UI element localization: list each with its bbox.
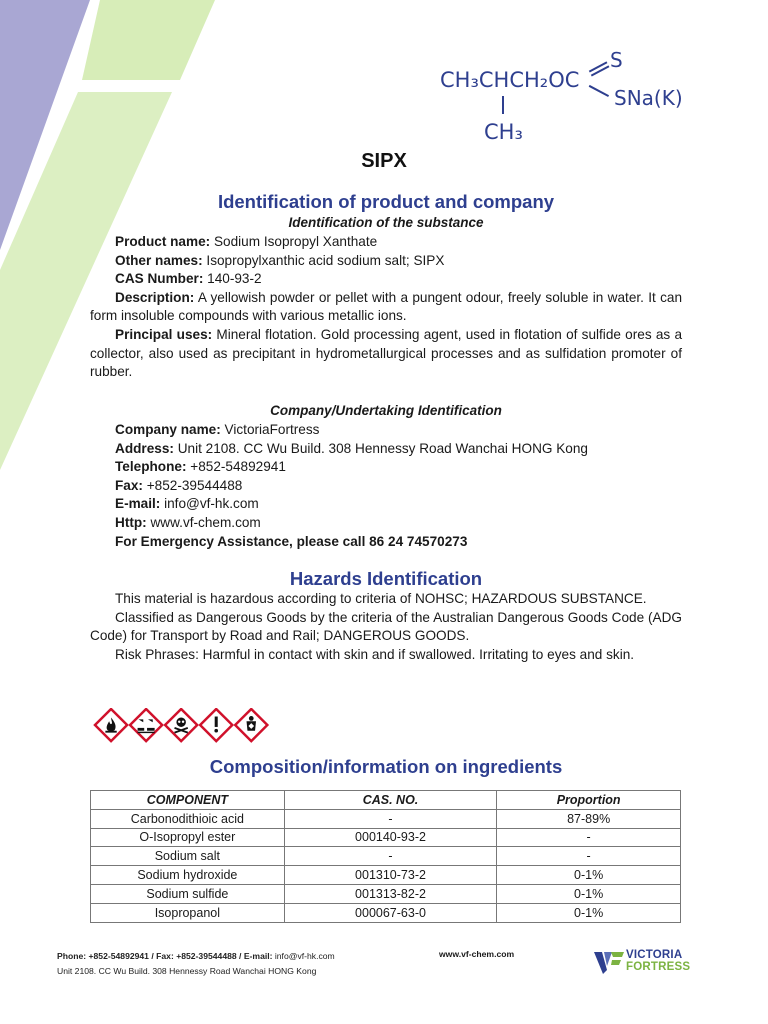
- footer-fax: +852-39544488 /: [173, 951, 244, 961]
- substance-info: [90, 233, 682, 382]
- hazards-paragraph-3: Risk Phrases: Harmful in contact with skin and if swallowed. Irritating to eyes and skin.: [115, 646, 635, 662]
- description-value: A yellowish powder or pellet with a pungent odour, freely soluble in water. It can form insoluble compounds with various metallic ions.: [90, 289, 682, 324]
- cell-cas: -: [284, 847, 497, 866]
- column-header-component: COMPONENT: [91, 791, 285, 810]
- description-line: [90, 289, 682, 326]
- cell-proportion: 0-1%: [497, 903, 681, 922]
- product-name-value: Sodium Isopropyl Xanthate: [210, 234, 378, 249]
- other-names-label: Other names:: [115, 252, 203, 268]
- cell-cas: 000067-63-0: [284, 903, 497, 922]
- cell-component: Isopropanol: [91, 903, 285, 922]
- ghs-pictograms: [89, 708, 279, 744]
- telephone-value: +852-54892941: [186, 459, 286, 475]
- fax-label: Fax:: [115, 477, 143, 493]
- footer-fax-label: Fax:: [156, 951, 174, 961]
- formula-sulfur: S: [610, 48, 623, 72]
- footer-email-label: E-mail:: [243, 951, 273, 961]
- logo-line-fortress: FORTRESS: [626, 961, 691, 973]
- footer-phone: +852-54892941 /: [86, 951, 157, 961]
- email-line: [90, 495, 682, 514]
- cell-cas: 001310-73-2: [284, 866, 497, 885]
- emergency-line: [90, 533, 682, 552]
- fax-line: [90, 477, 682, 496]
- cell-component: Sodium hydroxide: [91, 866, 285, 885]
- formula-methyl-branch: CH₃: [484, 120, 523, 144]
- emergency-text: For Emergency Assistance, please call 86 24 74570273: [115, 533, 468, 549]
- hazards-paragraph-2: Classified as Dangerous Goods by the criteria of the Australian Dangerous Goods Code (ADG Code) for Transport by Road and Rail; DANGEROUS GOODS.: [90, 609, 682, 644]
- flame-icon: [95, 709, 127, 741]
- cell-cas: 001313-82-2: [284, 884, 497, 903]
- other-names-value: Isopropylxanthic acid sodium salt; SIPX: [202, 252, 445, 268]
- product-name-line: [90, 233, 682, 252]
- email-value: info@vf-hk.com: [160, 496, 259, 512]
- logo-wordmark: [626, 949, 690, 973]
- footer-website-link[interactable]: www.vf-chem.com: [439, 949, 515, 959]
- health-hazard-icon: [235, 709, 267, 741]
- vf-logo-mark-icon: [594, 948, 624, 976]
- cell-component: Sodium salt: [91, 847, 285, 866]
- http-label: Http:: [115, 514, 147, 530]
- formula-main-chain: CH₃CHCH₂OC: [440, 68, 580, 92]
- footer-phone-label: Phone:: [57, 951, 87, 961]
- subheading-company: Company/Undertaking Identification: [270, 403, 502, 418]
- section-heading-hazards: Hazards Identification: [289, 568, 483, 589]
- cas-number-label: CAS Number:: [115, 271, 204, 287]
- http-value: www.vf-chem.com: [146, 514, 261, 530]
- table-row: [91, 866, 681, 885]
- formula-single-bond: [589, 85, 609, 97]
- product-name-label: Product name:: [115, 234, 211, 249]
- cell-component: Carbonodithioic acid: [91, 809, 285, 828]
- table-row: [91, 884, 681, 903]
- address-line: [90, 440, 682, 459]
- other-names-line: [90, 252, 682, 271]
- table-row: [91, 903, 681, 922]
- table-row: [91, 847, 681, 866]
- cell-proportion: -: [497, 847, 681, 866]
- http-line: [90, 514, 682, 533]
- cell-component: O-Isopropyl ester: [91, 828, 285, 847]
- footer-contact-line: [57, 949, 335, 964]
- formula-sodium-thiolate: SNa(K): [614, 86, 683, 110]
- fax-value: +852-39544488: [142, 477, 243, 493]
- cell-cas: 000140-93-2: [284, 828, 497, 847]
- formula-bond-vertical: [502, 96, 504, 114]
- company-name-line: [90, 421, 682, 440]
- exclamation-icon: [200, 709, 232, 741]
- table-row: [91, 809, 681, 828]
- telephone-line: [90, 458, 682, 477]
- logo-line-victoria: VICTORIA: [626, 949, 683, 961]
- composition-table: [90, 790, 681, 923]
- cell-proportion: 0-1%: [497, 884, 681, 903]
- principal-uses-label: Principal uses:: [115, 326, 213, 342]
- cas-number-value: 140-93-2: [203, 271, 262, 287]
- principal-uses-line: [90, 326, 682, 382]
- section-heading-identification: Identification of product and company: [217, 191, 555, 212]
- telephone-label: Telephone:: [115, 459, 187, 475]
- cell-component: Sodium sulfide: [91, 884, 285, 903]
- document-title: SIPX: [361, 150, 407, 172]
- cell-proportion: -: [497, 828, 681, 847]
- cell-cas: -: [284, 809, 497, 828]
- email-label: E-mail:: [115, 496, 161, 512]
- description-label: Description:: [115, 289, 195, 305]
- principal-uses-value: Mineral flotation. Gold processing agent, used in flotation of sulfide ores as a collector, also used as precipitant in hydrometallurgical processes and as sulfidation promoter of rubber.: [90, 326, 682, 380]
- column-header-proportion: Proportion: [497, 791, 681, 810]
- hazards-text: [90, 590, 682, 664]
- skull-crossbones-icon: [165, 709, 197, 741]
- cas-number-line: [90, 270, 682, 289]
- address-value: Unit 2108. CC Wu Build. 308 Hennessy Road Wanchai HONG Kong: [173, 440, 588, 456]
- footer-email: info@vf-hk.com: [272, 951, 335, 961]
- hazards-paragraph-1: This material is hazardous according to criteria of NOHSC; HAZARDOUS SUBSTANCE.: [115, 591, 647, 606]
- table-header-row: [91, 791, 681, 810]
- table-row: [91, 828, 681, 847]
- company-name-value: VictoriaFortress: [220, 422, 320, 437]
- chemical-structure-formula: [440, 40, 700, 150]
- address-label: Address:: [115, 440, 174, 456]
- corrosion-icon: [130, 709, 162, 741]
- cell-proportion: 87-89%: [497, 809, 681, 828]
- column-header-cas: CAS. NO.: [284, 791, 497, 810]
- company-name-label: Company name:: [115, 422, 221, 437]
- footer-contact: [57, 949, 335, 979]
- subheading-substance: Identification of the substance: [288, 215, 484, 230]
- section-heading-composition: Composition/information on ingredients: [209, 756, 563, 777]
- footer-address: Unit 2108. CC Wu Build. 308 Hennessy Road Wanchai HONG Kong: [57, 966, 317, 976]
- company-logo: [594, 948, 714, 978]
- cell-proportion: 0-1%: [497, 866, 681, 885]
- company-info: [90, 421, 682, 551]
